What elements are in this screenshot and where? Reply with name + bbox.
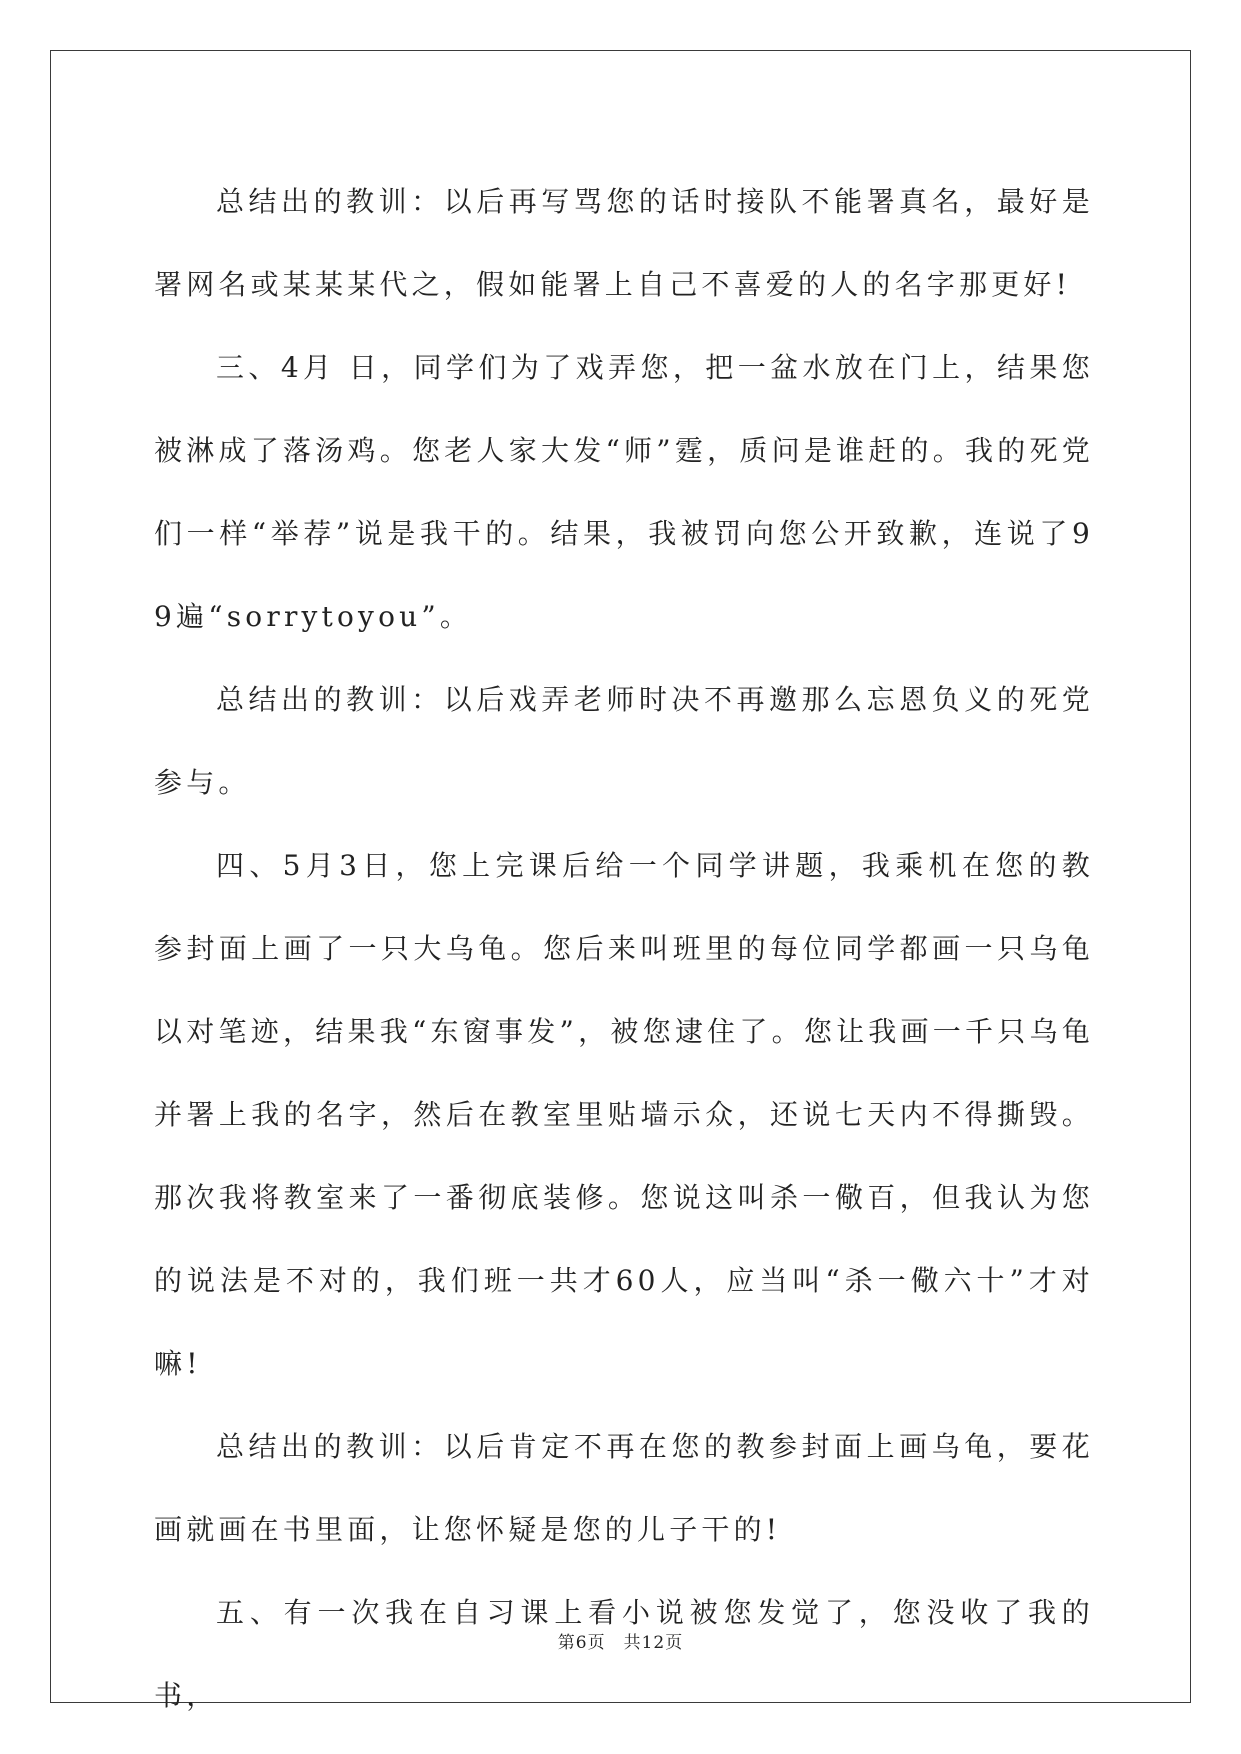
paragraph-6: 五、有一次我在自习课上看小说被您发觉了，您没收了我的书，	[154, 1596, 1094, 1712]
document-body	[154, 160, 1094, 1737]
paragraph-5: 总结出的教训：以后肯定不再在您的教参封面上画乌龟，要花画就画在书里面，让您怀疑是您的儿子干的!	[154, 1430, 1094, 1546]
page-number: 第6页	[557, 1633, 606, 1653]
paragraph-2: 三、4月 日，同学们为了戏弄您，把一盆水放在门上，结果您被淋成了落汤鸡。您老人家大发“师”霆，质问是谁赶的。我的死党们一样“举荐”说是我干的。结果，我被罚向您公开致歉，连说了99遍“sorrytoyou”。	[154, 351, 1094, 633]
paragraph-1: 总结出的教训：以后再写骂您的话时接队不能署真名，最好是署网名或某某某代之，假如能署上自己不喜爱的人的名字那更好!	[154, 185, 1094, 301]
paragraph-4: 四、5月3日，您上完课后给一个同学讲题，我乘机在您的教参封面上画了一只大乌龟。您后来叫班里的每位同学都画一只乌龟以对笔迹，结果我“东窗事发”，被您逮住了。您让我画一千只乌龟并署上我的名字，然后在教室里贴墙示众，还说七天内不得撕毁。那次我将教室来了一番彻底装修。您说这叫杀一儆百，但我认为您的说法是不对的，我们班一共才60人，应当叫“杀一儆六十”才对嘛!	[154, 849, 1094, 1380]
page-footer	[0, 1628, 1241, 1653]
paragraph-3: 总结出的教训：以后戏弄老师时决不再邀那么忘恩负义的死党参与。	[154, 683, 1094, 799]
page-total: 共12页	[623, 1633, 684, 1653]
